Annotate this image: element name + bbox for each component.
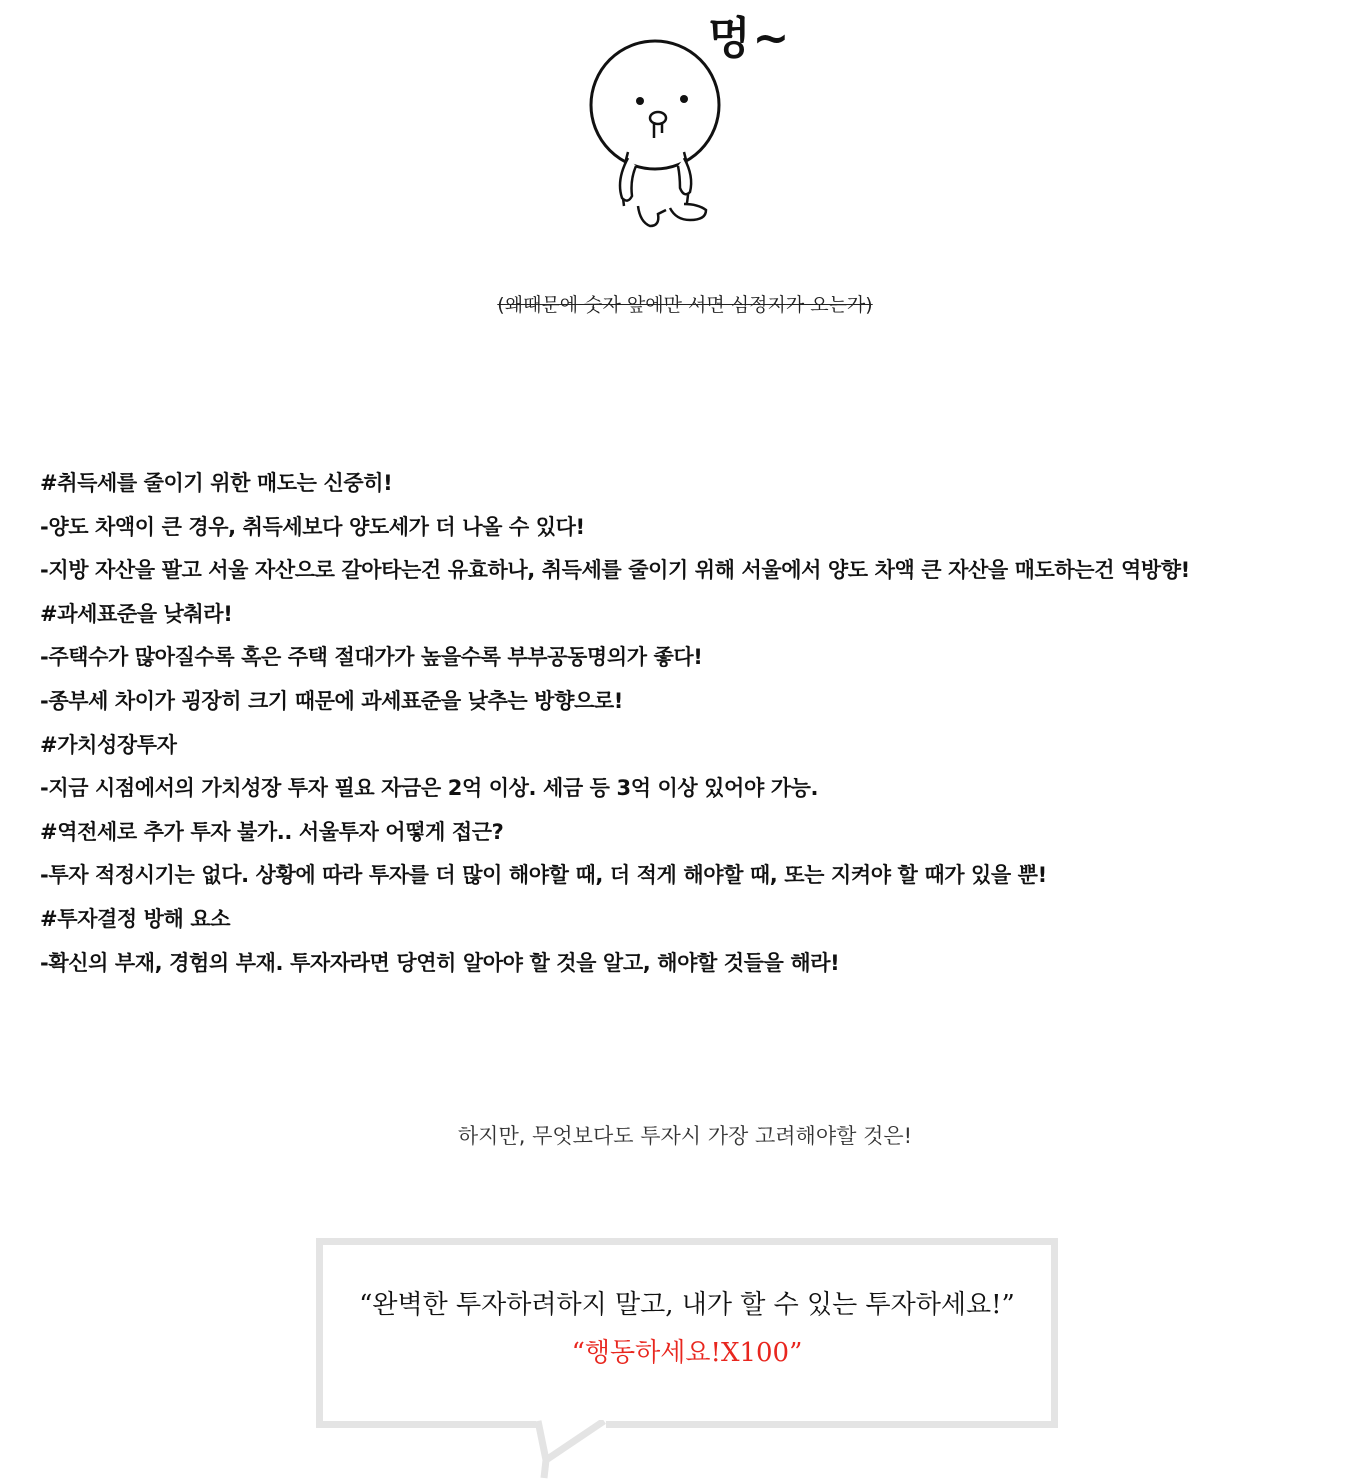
note-heading: #역전세로 추가 투자 불가.. 서울투자 어떻게 접근?	[40, 819, 504, 844]
note-item: -주택수가 많아질수록 혹은 주택 절대가가 높을수록 부부공동명의가 좋다!	[40, 645, 703, 670]
note-heading: #취득세를 줄이기 위한 매도는 신중히!	[40, 471, 393, 495]
note-heading: #과세표준을 낮춰라!	[40, 601, 233, 626]
note-item: -양도 차액이 큰 경우, 취득세보다 양도세가 더 나올 수 있다!	[40, 514, 585, 539]
sound-effect-text: 멍~	[708, 13, 792, 64]
speech-bubble-tail-icon	[536, 1420, 616, 1480]
quote-accent-text: “행동하세요!X100”	[571, 1338, 803, 1368]
strikethrough-caption-text: (왜때문에 숫자 앞에만 서면 심정지가 오는가)	[497, 294, 873, 316]
note-item: -지방 자산을 팔고 서울 자산으로 갈아타는건 유효하나, 취득세를 줄이기 위해 서울에서 양도 차액 큰 자산을 매도하는건 역방향!	[40, 558, 1190, 583]
note-heading: #투자결정 방해 요소	[40, 906, 231, 931]
strikethrough-caption	[0, 290, 1370, 317]
notes-list	[40, 462, 1340, 985]
note-item: -지금 시점에서의 가치성장 투자 필요 자금은 2억 이상. 세금 등 3억 이상 있어야 가능.	[40, 776, 819, 801]
lead-text: 하지만, 무엇보다도 투자시 가장 고려해야할 것은!	[457, 1124, 913, 1148]
quote-main-text: “완벽한 투자하려하지 말고, 내가 할 수 있는 투자하세요!”	[359, 1290, 1015, 1320]
note-item: -확신의 부재, 경험의 부재. 투자자라면 당연히 알아야 할 것을 알고, 해야할 것들을 해라!	[40, 950, 840, 975]
note-item: -종부세 차이가 굉장히 크기 때문에 과세표준을 낮추는 방향으로!	[40, 688, 623, 713]
speech-bubble-border-right	[606, 1421, 1058, 1428]
note-item: -투자 적정시기는 없다. 상황에 따라 투자를 더 많이 해야할 때, 더 적게 해야할 때, 또는 지켜야 할 때가 있을 뿐!	[40, 863, 1047, 888]
speech-bubble-border-left	[316, 1421, 538, 1428]
note-heading: #가치성장투자	[40, 732, 177, 757]
